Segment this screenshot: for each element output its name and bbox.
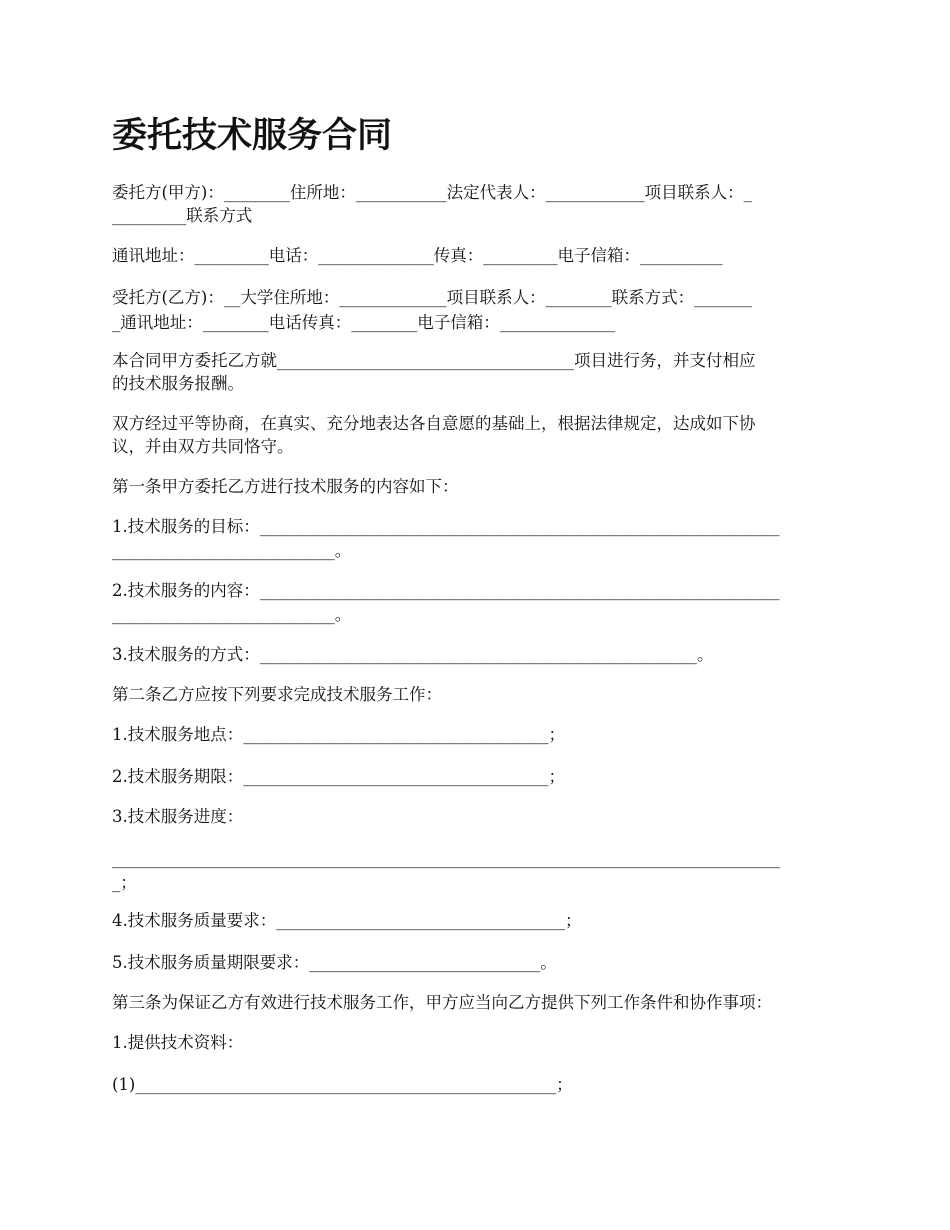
commission-line-1: 本合同甲方委托乙方就____________________________________项目进行务，并支付相应 xyxy=(112,351,756,370)
service-method-line: 3.技术服务的方式：_____________________________________________________。 xyxy=(112,645,714,664)
party-a-line-1: 委托方(甲方)：________住所地：___________法定代表人：____________项目联系人：_ xyxy=(112,183,752,202)
service-content-line-1: 2.技术服务的内容：_______________________________________________________________ xyxy=(112,581,780,600)
service-goal-line-1: 1.技术服务的目标：_______________________________________________________________ xyxy=(112,517,780,536)
service-content-line-2: ___________________________。 xyxy=(112,605,352,624)
article-3-heading: 第三条为保证乙方有效进行技术服务工作，甲方应当向乙方提供下列工作条件和协作事项： xyxy=(112,993,772,1012)
technical-materials-item-1: (1)___________________________________________________； xyxy=(112,1075,573,1094)
party-b-line-2: _通讯地址：________电话传真：________电子信箱：______________ xyxy=(112,313,616,332)
document-title: 委托技术服务合同 xyxy=(112,115,393,156)
agreement-line-1: 双方经过平等协商，在真实、充分地表达各自意愿的基础上，根据法律规定，达成如下协 xyxy=(112,414,756,433)
quality-requirement-line: 4.技术服务质量要求：___________________________________； xyxy=(112,911,582,930)
party-a-contact-line: 通讯地址：_________电话：______________传真：_________电子信箱：__________ xyxy=(112,246,723,265)
technical-materials-label: 1.提供技术资料： xyxy=(112,1033,244,1052)
party-a-line-2: _________联系方式 xyxy=(112,206,253,225)
agreement-line-2: 议，并由双方共同恪守。 xyxy=(112,437,294,456)
service-goal-line-2: ___________________________。 xyxy=(112,541,352,560)
article-1-heading: 第一条甲方委托乙方进行技术服务的内容如下： xyxy=(112,477,459,496)
service-progress-blank-2: _； xyxy=(112,873,137,892)
service-progress-label: 3.技术服务进度： xyxy=(112,807,244,826)
article-2-heading: 第二条乙方应按下列要求完成技术服务工作： xyxy=(112,685,442,704)
service-location-line: 1.技术服务地点：_____________________________________； xyxy=(112,725,565,744)
service-period-line: 2.技术服务期限：_____________________________________； xyxy=(112,767,565,786)
quality-period-line: 5.技术服务质量期限要求：____________________________。 xyxy=(112,953,557,972)
party-b-line-1: 受托方(乙方)：__大学住所地：_____________项目联系人：________联系方式：_______ xyxy=(112,288,752,307)
service-progress-blank-1: _________________________________________________________________________________ xyxy=(112,849,781,868)
commission-line-2: 的技术服务报酬。 xyxy=(112,374,244,393)
